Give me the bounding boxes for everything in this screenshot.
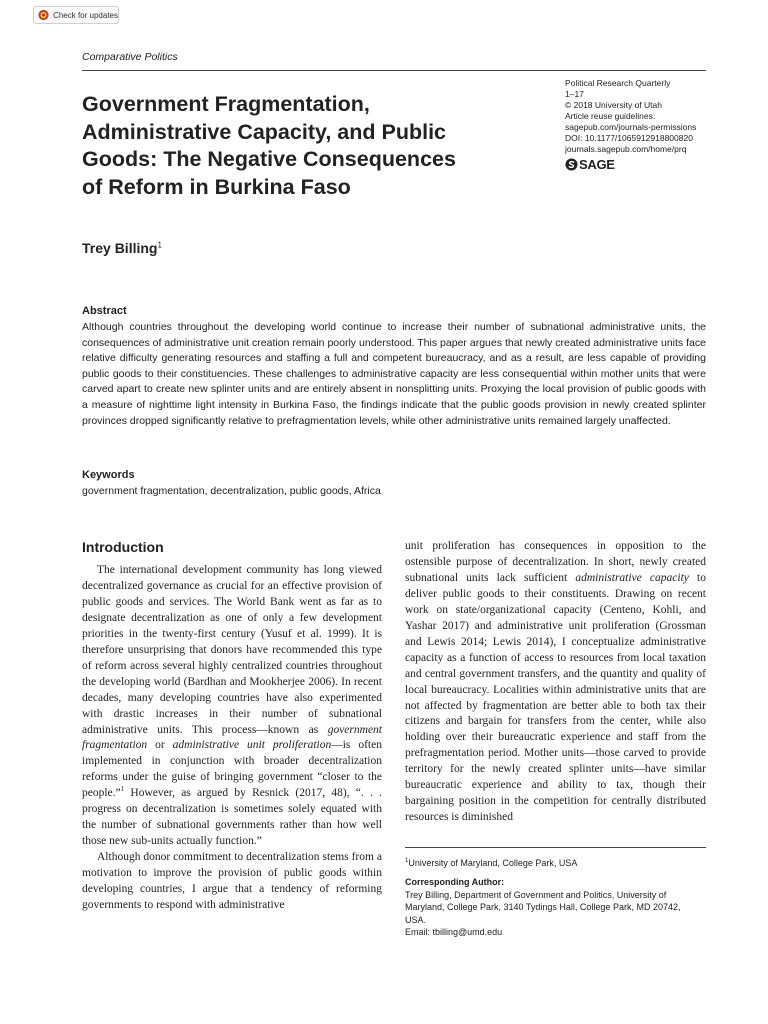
affiliation-mark: 1: [157, 240, 162, 250]
badge-label: Check for updates: [53, 10, 118, 20]
doi-link[interactable]: DOI: 10.1177/1065912918800820: [565, 133, 693, 143]
introduction-heading: Introduction: [82, 539, 164, 555]
publisher-logo: [565, 157, 615, 172]
body-column-right: [405, 539, 706, 826]
sage-logo-icon: [565, 158, 578, 171]
copyright: © 2018 University of Utah: [565, 100, 662, 110]
abstract-text: Although countries throughout the developing world continue to increase their number of subnational administrative units, the consequences of administrative unit creation remain poorly understood. This paper argues that newly created administrative units face relative difficulty generating resources and staffing a full and competent bureaucracy, and as a result, are less capable of providing public goods to their constituencies. These challenges to administrative capacity are less consequential within mother units that were carved apart to create new splinter units and are entirely absent in nonsplitting units. Proxying the local provision of public goods with a measure of nighttime light intensity in Burkina Faso, the findings indicate that the public goods provision in newly created splinter provinces dropped significantly relative to prefragmentation levels, while other administrative units remained largely unaffected.: [82, 321, 706, 427]
journal-homepage-link[interactable]: journals.sagepub.com/home/prq: [565, 144, 687, 154]
footnote-rule: [405, 847, 706, 848]
corresponding-line: Trey Billing, Department of Government and Politics, University of: [405, 890, 667, 900]
article-title: [82, 91, 512, 201]
journal-info: [565, 78, 696, 155]
author-email[interactable]: Email: tbilling@umd.edu: [405, 926, 503, 937]
footnote-mark[interactable]: 1: [120, 785, 125, 794]
keywords-text: government fragmentation, decentralization, public goods, Africa: [82, 485, 381, 497]
check-for-updates-badge[interactable]: [33, 6, 119, 24]
corresponding-author-heading: Corresponding Author:: [405, 877, 505, 887]
permissions-link[interactable]: sagepub.com/journals-permissions: [565, 122, 697, 132]
corresponding-author-details: [405, 889, 705, 938]
title-line: Goods: The Negative Consequences: [82, 147, 456, 171]
abstract-heading: Abstract: [82, 305, 127, 317]
title-line: Administrative Capacity, and Public: [82, 119, 446, 144]
title-line: Government Fragmentation,: [82, 92, 370, 116]
update-check-icon: [38, 9, 49, 21]
publisher-name: SAGE: [579, 157, 615, 172]
paragraph: unit proliferation has consequences in opposition to the ostensible purpose of decentralization. In short, newly created subnational units lack sufficient administrative capacity to deliver public goods to their constituents. Drawing on recent work on state/organizational capacity (Centeno, Kohli, and Yashar 2017) and administrative unit proliferation (Grossman and Lewis 2014; Lewis 2014), I conceptualize administrative capacity as a function of access to resources from local taxation and central government transfers, and the quantity and quality of local bureaucracy. Localities within administrative units that are not affected by fragmentation are better able to both tax their citizens and bargain for transfers from the center, while also holding over their bureaucratic experience and staff from the prefragmentation period. Mother units—those carved to provide territory for the newly created splinter units—have similar bureaucratic experience and ability to tax, though their bargaining position in the competition for centrally distributed resources is diminished: [405, 540, 706, 824]
section-label: Comparative Politics: [82, 51, 178, 63]
page-range: 1–17: [565, 89, 584, 99]
corresponding-line: USA.: [405, 914, 427, 925]
body-column-left: [82, 563, 382, 914]
title-line: of Reform in Burkina Faso: [82, 174, 351, 199]
affiliation-footnote: $^1$University of Maryland, College Park, USA: [405, 858, 578, 868]
corresponding-line: Maryland, College Park, 3140 Tydings Hall, College Park, MD 20742,: [405, 902, 681, 913]
author-name: Trey Billing$^1$: [82, 240, 162, 256]
paragraph: The international development community has long viewed decentralized governance as crucial for an effective provision of public goods and services. The World Bank went as far as to designate decentralization as one of only a few development priorities in the twenty-first century (Yusuf et al. 1999). It is therefore unsurprising that donors have recommended this type of reform across several highly centralized countries throughout the developing world (Bardhan and Mookherjee 2006). In recent decades, many developing countries have also experimented with drastic increases in their number of subnational administrative units. This process—known as government fragmentation or administrative unit proliferation—is often implemented in conjunction with broader decentralization reforms under the guise of bringing government “closer to the people.”$^1$ However, as argued by Resnick (2017, 48), “. . . progress on decentralization is sometimes solely equated with the number of subnational governments rather than how well those new sub-units actually function.”: [82, 564, 382, 848]
keywords-heading: Keywords: [82, 469, 135, 481]
reuse-label: Article reuse guidelines:: [565, 111, 656, 121]
header-rule: [82, 70, 706, 71]
journal-name: Political Research Quarterly: [565, 78, 671, 88]
paragraph: Although donor commitment to decentralization stems from a motivation to improve the provision of public goods within developing countries, I argue that a tendency of reforming governments to respond with administrative: [82, 851, 382, 912]
